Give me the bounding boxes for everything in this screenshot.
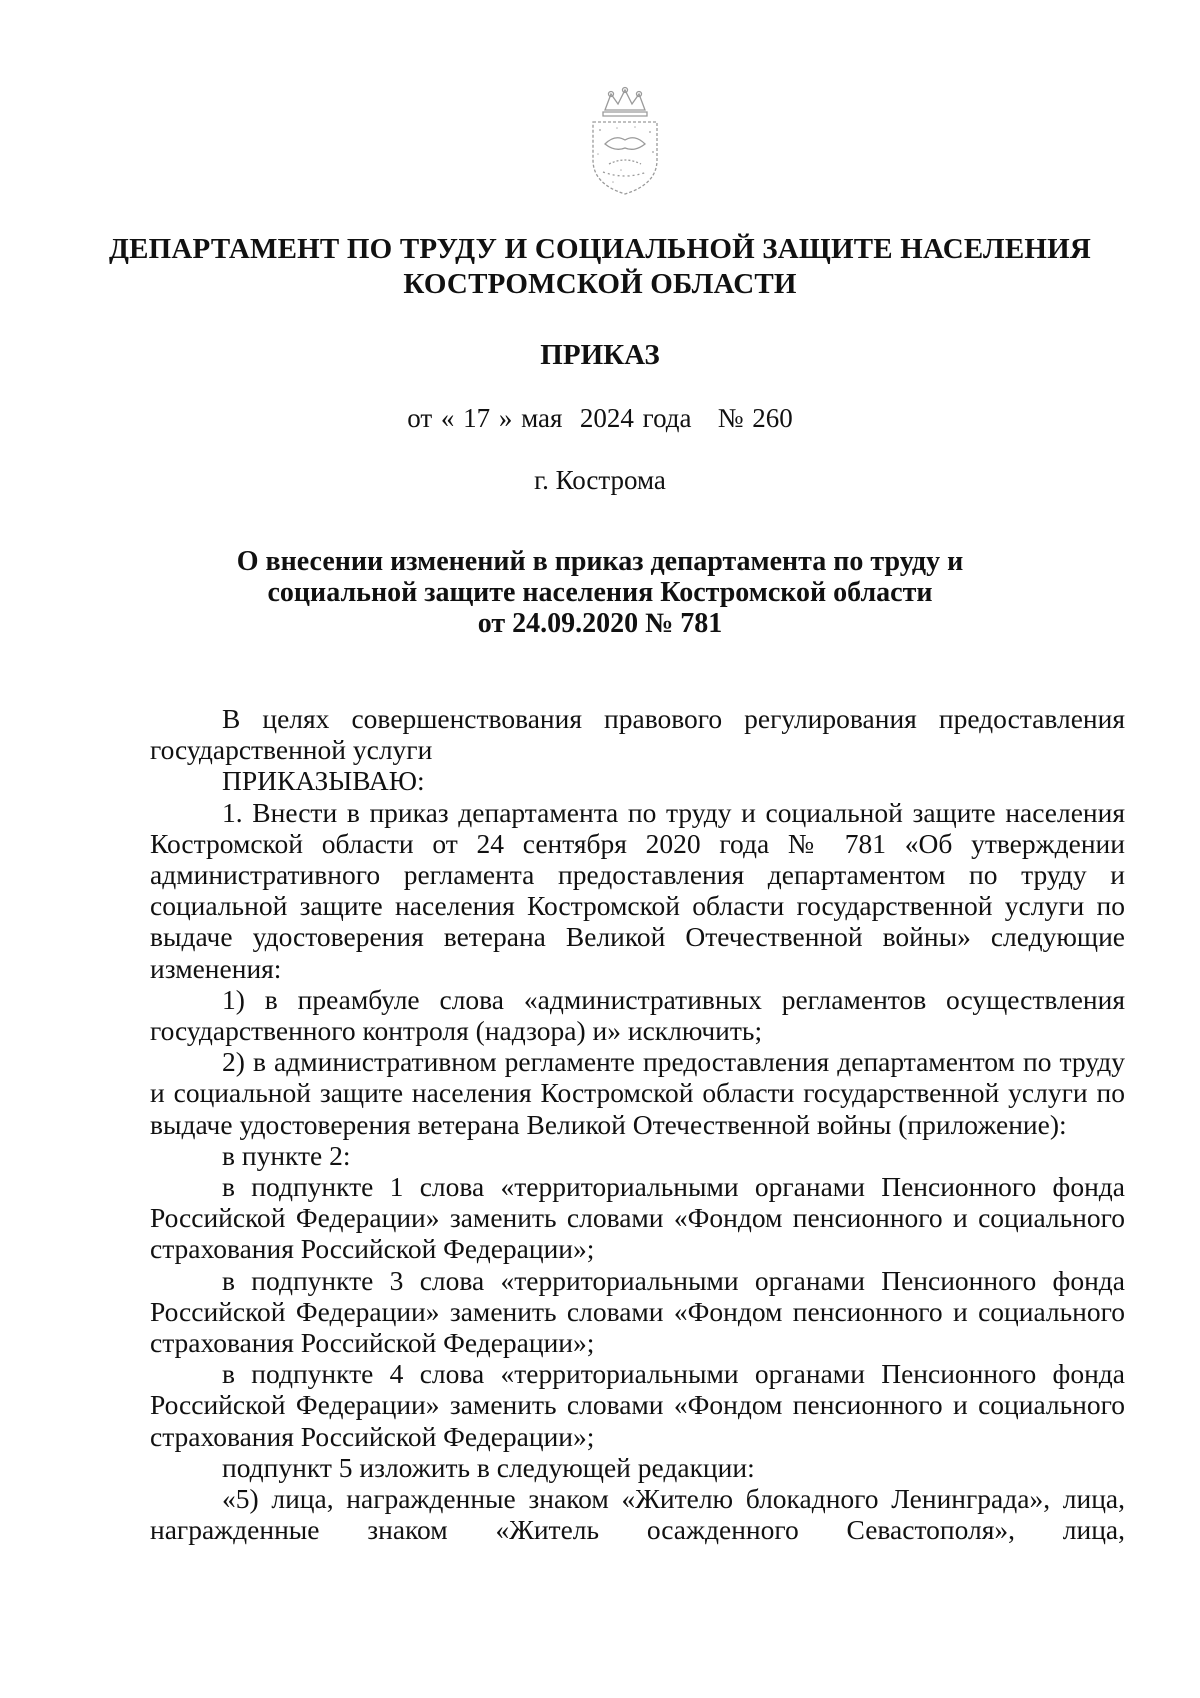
document-body: [150, 703, 1125, 1545]
paragraph-subpoint-4: в подпункте 4 слова «территориальными органами Пенсионного фонда Российской Федерации» заменить словами «Фондом пенсионного и социального страхования Российской Федерации»;: [150, 1358, 1125, 1452]
date-and-number: [0, 402, 1200, 434]
title-line3: от 24.09.2020 № 781: [477, 608, 723, 639]
city: г. Кострома: [534, 465, 666, 495]
paragraph-subpoint-1: в подпункте 1 слова «территориальными органами Пенсионного фонда Российской Федерации» заменить словами «Фондом пенсионного и социального страхования Российской Федерации»;: [150, 1171, 1125, 1265]
paragraph-point-2: в пункте 2:: [222, 1139, 351, 1171]
paragraph-subpoint-5-intro: подпункт 5 изложить в следующей редакции:: [222, 1451, 755, 1483]
coat-of-arms-emblem: [565, 82, 685, 200]
title-line1: О внесении изменений в приказ департамента по труду и: [236, 546, 964, 577]
document-title: [0, 546, 1200, 639]
title-line2: социальной защите населения Костромской области: [267, 577, 933, 608]
paragraph-order-word: ПРИКАЗЫВАЮ:: [222, 765, 425, 797]
department-heading: [0, 232, 1200, 302]
department-name-line1: ДЕПАРТАМЕНТ ПО ТРУДУ И СОЦИАЛЬНОЙ ЗАЩИТЕ НАСЕЛЕНИЯ: [108, 233, 1092, 265]
paragraph-subitem-1: 1) в преамбуле слова «административных регламентов осуществления государственного контроля (надзора) и» исключить;: [150, 983, 1125, 1047]
paragraph-subpoint-5-text: «5) лица, награжденные знаком «Жителю блокадного Ленинграда», лица, награжденные знаком «Житель осажденного Севастополя», лица,: [150, 1483, 1125, 1546]
paragraph-item-1: 1. Внести в приказ департамента по труду и социальной защите населения Костромской области от 24 сентября 2020 года № 781 «Об утверждении административного регламента предоставления департаментом по труду и социальной защите населения Костромской области государственной услуги по выдаче удостоверения ветерана Великой Отечественной войны» следующие изменения:: [150, 796, 1125, 984]
department-name-line2: КОСТРОМСКОЙ ОБЛАСТИ: [403, 268, 797, 300]
date-number-text: от « 17 » мая 2024 года № 260: [407, 403, 793, 433]
document-type: ПРИКАЗ: [540, 339, 660, 371]
paragraph-purpose: В целях совершенствования правового регулирования предоставления государственной услуги: [150, 703, 1125, 766]
paragraph-subpoint-3: в подпункте 3 слова «территориальными органами Пенсионного фонда Российской Федерации» заменить словами «Фондом пенсионного и социального страхования Российской Федерации»;: [150, 1264, 1125, 1359]
paragraph-subitem-2: 2) в административном регламенте предоставления департаментом по труду и социальной защите населения Костромской области государственной услуги по выдаче удостоверения ветерана Великой Отечественной войны (приложение):: [150, 1046, 1125, 1140]
